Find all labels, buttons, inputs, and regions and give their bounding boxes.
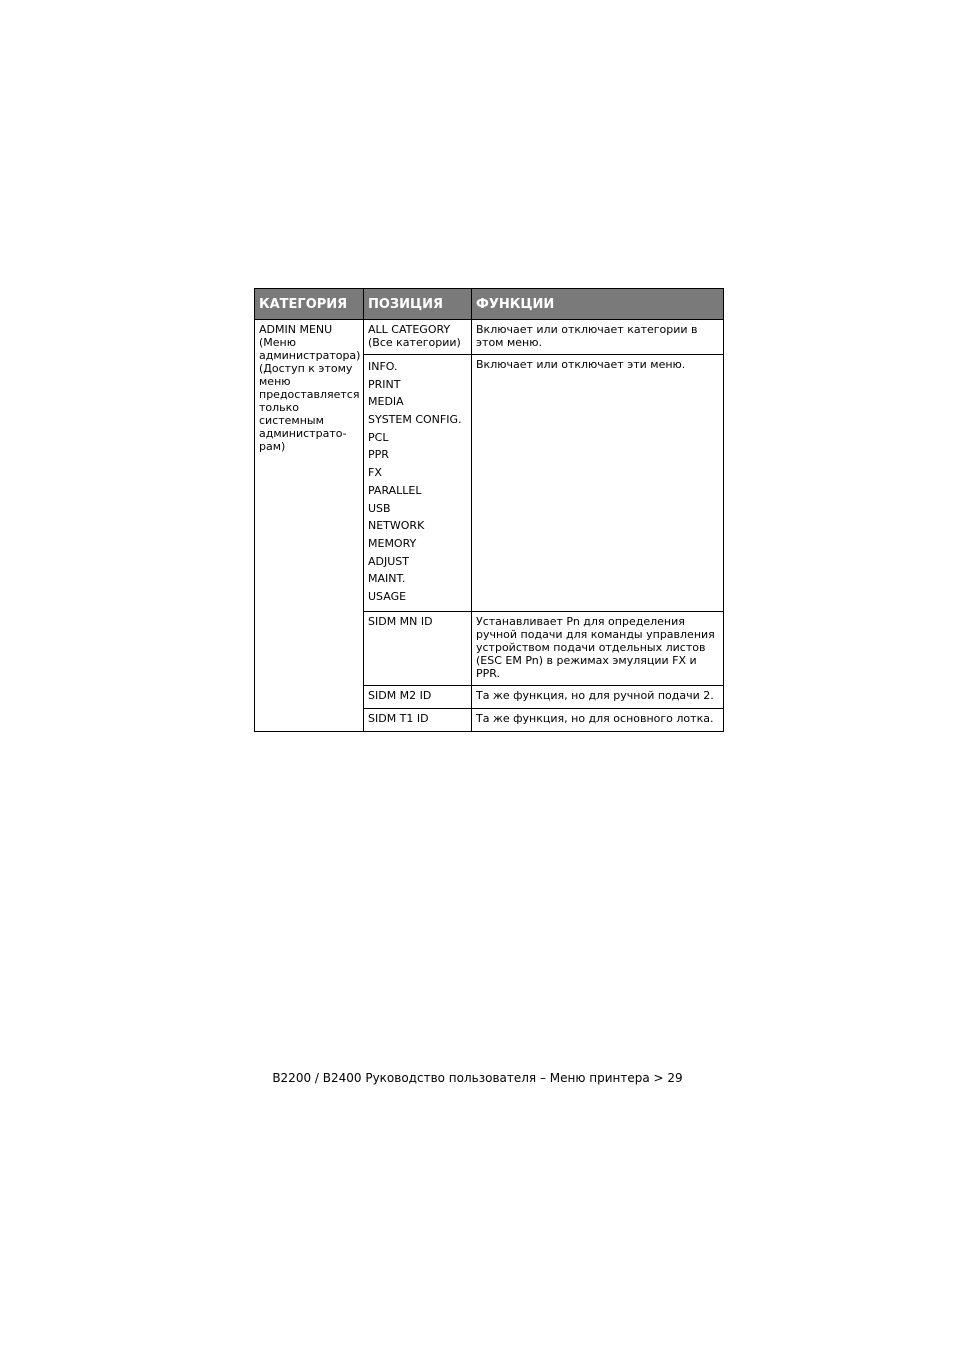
header-function: ФУНКЦИИ — [472, 289, 724, 320]
page-footer: B2200 / B2400 Руководство пользователя – Меню принтера > 29 — [272, 1071, 683, 1085]
list-item: PCL — [368, 430, 389, 444]
list-item: MEDIA — [368, 395, 404, 409]
function-cell: Та же функция, но для ручной подачи 2. — [472, 685, 724, 708]
list-item: INFO. — [368, 360, 398, 373]
function-cell: Включает или отключает категории в этом меню. — [472, 320, 724, 355]
list-item: PRINT — [368, 377, 401, 391]
function-cell: Устанавливает Pn для определения ручной подачи для команды управления устройством подачи отдельных листов (ESC EM Pn) в режимах эмуляции FX и PPR. — [472, 611, 724, 685]
list-item: MEMORY — [368, 536, 417, 550]
function-cell: Включает или отключает эти меню. — [472, 355, 724, 612]
list-item: USAGE — [368, 589, 407, 603]
list-item: NETWORK — [368, 519, 425, 533]
category-text: ADMIN MENU (Меню администратора) (Доступ к этому меню предоставляется только системным администрато- рам) — [259, 323, 361, 453]
list-item: MAINT. — [368, 572, 406, 586]
table-header-row — [255, 289, 724, 320]
list-item: USB — [368, 501, 391, 515]
header-category: КАТЕГОРИЯ — [255, 289, 364, 320]
menu-list — [368, 358, 467, 606]
list-item: PARALLEL — [368, 483, 422, 497]
position-cell: SIDM MN ID — [364, 611, 472, 685]
table-row — [255, 320, 724, 355]
admin-menu-table — [254, 288, 724, 732]
position-cell: SIDM M2 ID — [364, 685, 472, 708]
position-cell: SIDM T1 ID — [364, 708, 472, 731]
list-item: ADJUST — [368, 554, 409, 568]
position-cell-menus — [364, 355, 472, 612]
list-item: SYSTEM CONFIG. — [368, 413, 462, 427]
category-cell — [255, 320, 364, 732]
list-item: FX — [368, 466, 382, 480]
position-cell: ALL CATEGORY (Все категории) — [364, 320, 472, 355]
list-item: PPR — [368, 448, 389, 462]
header-position: ПОЗИЦИЯ — [364, 289, 472, 320]
function-cell: Та же функция, но для основного лотка. — [472, 708, 724, 731]
